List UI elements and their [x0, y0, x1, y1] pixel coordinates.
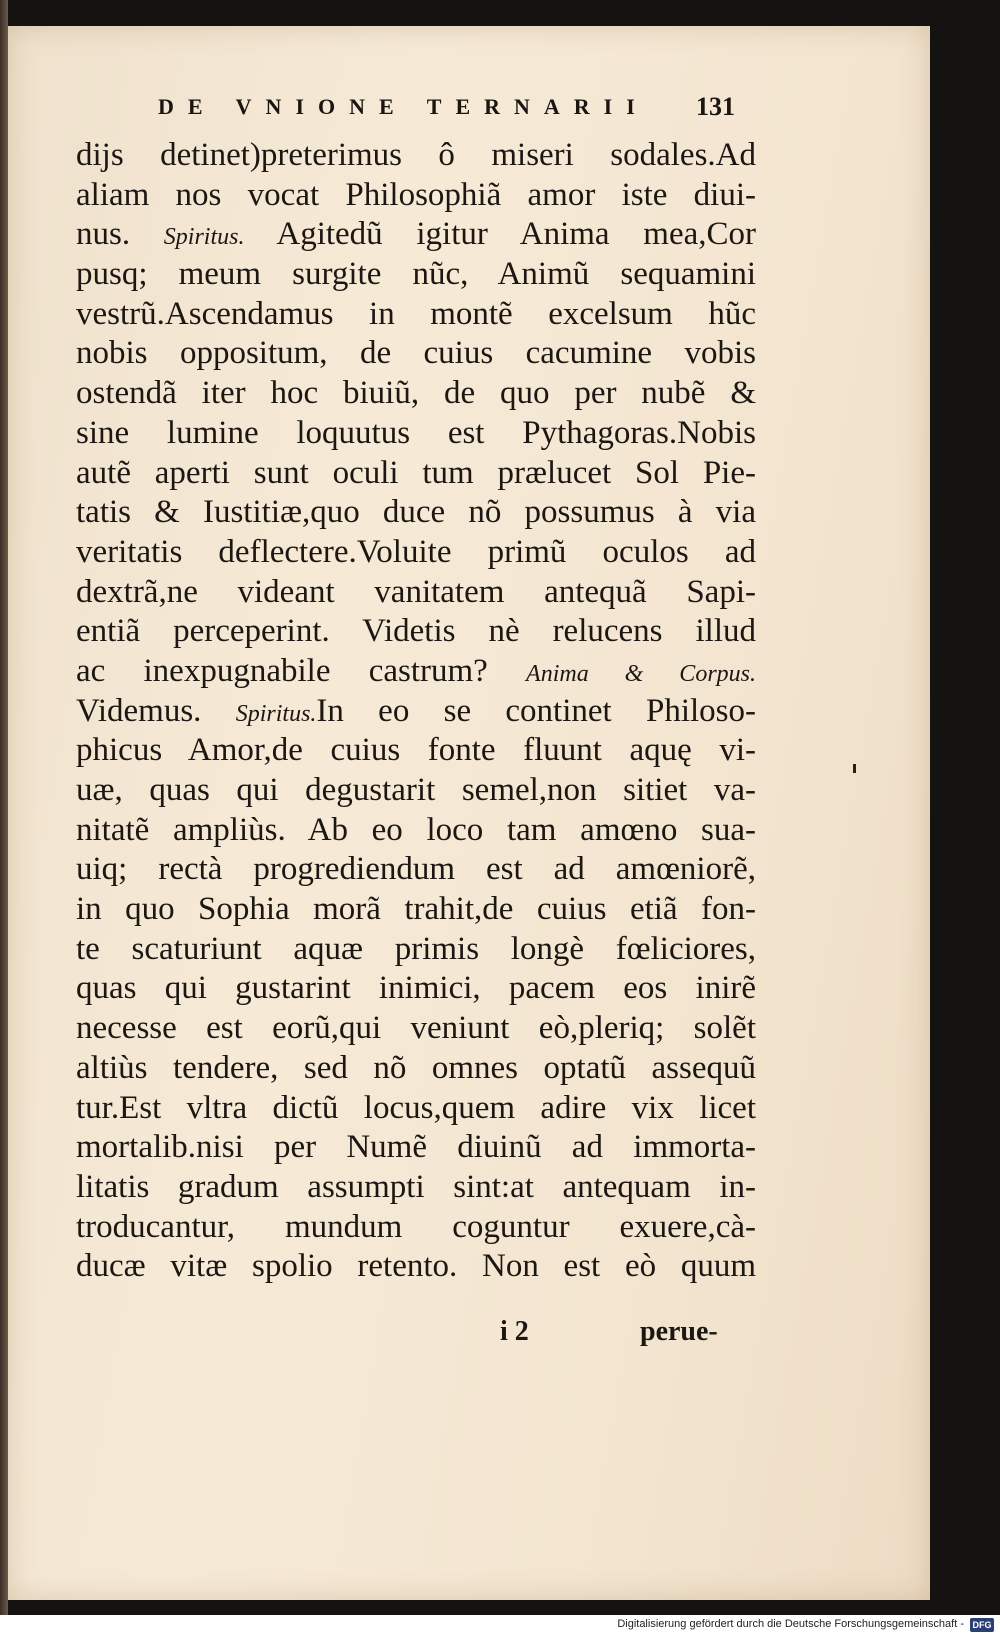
text-line: veritatis deflectere.Voluite primũ oculos ad [76, 533, 756, 570]
text-line: phicus Amor,de cuius fonte fluunt aquę vi- [76, 732, 756, 769]
text-line: in quo Sophia morã trahit,de cuius etiã fon- [76, 891, 756, 928]
text-line: troducantur, mundum coguntur exuere,cà- [76, 1208, 756, 1245]
text-line: entiã perceperint. Videtis nè relucens illud [76, 613, 756, 650]
text-line: tur.Est vltra dictũ locus,quem adire vix licet [76, 1089, 756, 1126]
book-edge [0, 0, 8, 1615]
text-segment: ac inexpugnabile castrum? [76, 652, 527, 689]
text-line: sine lumine loquutus est Pythagoras.Nobis [76, 414, 756, 451]
text-line: nitatẽ ampliùs. Ab eo loco tam amœno sua- [76, 811, 756, 848]
text-line: litatis gradum assumpti sint:at antequam in- [76, 1168, 756, 1205]
dfg-logo: DFG [970, 1618, 994, 1632]
text-line [76, 652, 756, 692]
text-line: ducæ vitæ spolio retento. Non est eò quum [76, 1248, 756, 1285]
text-line [76, 215, 756, 255]
text-line: te scaturiunt aquæ primis longè fœliciores, [76, 930, 756, 967]
text-line: dextrã,ne videant vanitatem antequã Sapi- [76, 573, 756, 610]
text-segment: nus. [76, 216, 164, 253]
page-number: 131 [696, 92, 735, 121]
text-line: altiùs tendere, sed nõ omnes optatũ assequũ [76, 1049, 756, 1086]
text-line: mortalib.nisi per Numẽ diuinũ ad immorta- [76, 1129, 756, 1166]
text-segment: Videmus. [76, 692, 236, 729]
text-line: aliam nos vocat Philosophiã amor iste diui- [76, 176, 756, 213]
text-segment: Agitedũ igitur Anima mea,Cor [244, 216, 756, 253]
text-line: dijs detinet)preterimus ô miseri sodales.Ad [76, 137, 756, 173]
speaker-label: Spiritus. [163, 224, 245, 251]
funding-notice: Digitalisierung gefördert durch die Deutsche Forschungsgemeinschaft - [617, 1618, 964, 1630]
margin-mark [853, 764, 856, 773]
signature-mark: i 2 [500, 1316, 529, 1347]
text-line: uæ, quas qui degustarit semel,non sitiet va- [76, 772, 756, 808]
text-line: autẽ aperti sunt oculi tum prælucet Sol Pie- [76, 454, 756, 491]
text-block [76, 136, 756, 1287]
speaker-label: Anima & Corpus. [526, 660, 756, 687]
text-line: nobis oppositum, de cuius cacumine vobis [76, 335, 756, 372]
catchword: perue- [640, 1316, 718, 1347]
book-page [8, 26, 930, 1600]
text-line: tatis & Iustitiæ,quo duce nõ possumus à via [76, 494, 756, 531]
text-line: necesse est eorũ,qui veniunt eò,pleriq; solẽt [76, 1010, 756, 1047]
text-line [76, 692, 756, 732]
text-line: uiq; rectà progrediendum est ad amœniorẽ, [76, 851, 756, 888]
text-line: vestrũ.Ascendamus in montẽ excelsum hũc [76, 295, 756, 332]
speaker-label: Spiritus. [235, 700, 317, 727]
text-line: ostendã iter hoc biuiũ, de quo per nubẽ & [76, 375, 756, 412]
text-line: pusq; meum surgite nũc, Animũ sequamini [76, 256, 756, 293]
running-head: DE VNIONE TERNARII [158, 94, 649, 119]
text-segment: In eo se continet Philoso- [316, 692, 756, 729]
footer-bar [0, 1615, 1000, 1637]
text-line: quas qui gustarint inimici, pacem eos inirẽ [76, 970, 756, 1007]
